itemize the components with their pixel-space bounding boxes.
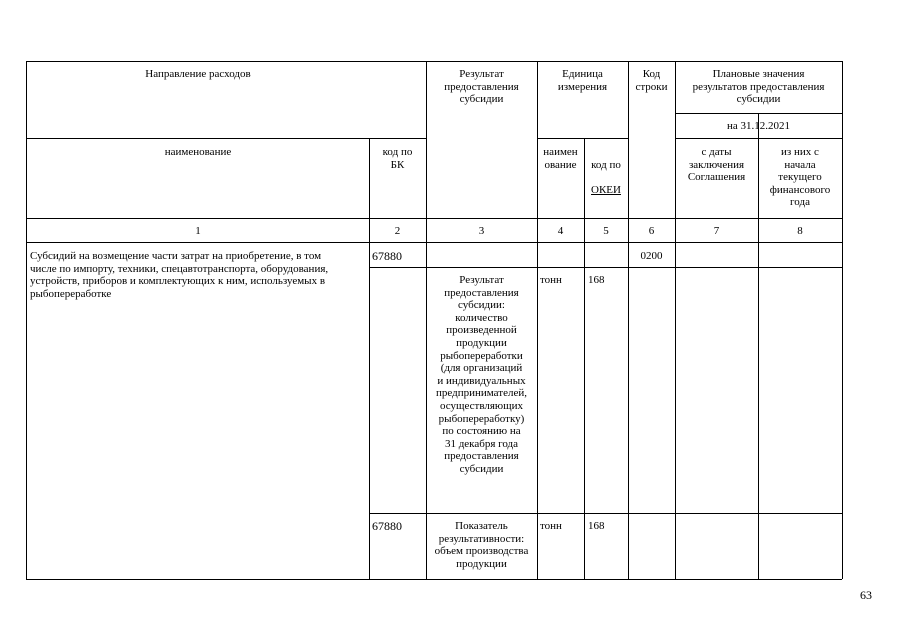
column-number-5: 5: [603, 225, 609, 237]
column-number-3: 3: [478, 225, 485, 237]
line-code-cell-1: 0200: [640, 250, 663, 262]
okei-cell-2: 168: [588, 520, 605, 532]
indicator-cell: Показатель результативности: объем производства продукции: [434, 520, 529, 570]
header-direction: Направление расходов: [145, 68, 251, 80]
bk-code-cell-1: 67880: [372, 249, 402, 263]
header-date: на 31.12.2021: [726, 120, 791, 132]
table-col-line-3: [537, 61, 538, 579]
table-col-line-5: [628, 61, 629, 579]
unit-cell-2: тонн: [540, 520, 562, 532]
header-unit-name: наимен ование: [543, 146, 578, 171]
header-okei-link[interactable]: ОКЕИ: [591, 183, 621, 196]
header-okei-prefix: код по: [591, 158, 621, 171]
subsidy-name-cell: Субсидий на возмещение части затрат на приобретение, в том числе по импорту, техники, спецавтотранспорта, оборудования, устройств, приборов и комплектующих к ним, используемых в рыбопереработке: [30, 250, 329, 300]
table-line-row1-a: [369, 267, 426, 268]
header-result: Результат предоставления субсидии: [444, 68, 519, 106]
table-col-line-6: [675, 61, 676, 579]
table-col-line-1: [369, 138, 370, 579]
header-bk-code: код по БК: [382, 146, 413, 171]
table-line-numbers-top: [26, 218, 842, 219]
table-line-subheader: [26, 138, 426, 139]
table-line-row1-b: [426, 267, 842, 268]
column-number-2: 2: [394, 225, 401, 237]
column-number-8: 8: [797, 225, 803, 237]
bk-code-cell-2: 67880: [372, 519, 402, 533]
table-border-top: [26, 61, 842, 62]
unit-cell-1: тонн: [540, 274, 562, 286]
header-line-code: Код строки: [635, 68, 668, 93]
header-okei: [584, 146, 628, 196]
table-line-row2: [369, 513, 842, 514]
header-name: наименование: [164, 146, 232, 158]
page-number: 63: [860, 588, 872, 602]
column-number-7: 7: [713, 225, 720, 237]
column-number-1: 1: [195, 225, 201, 237]
header-from-agreement: с даты заключения Соглашения: [687, 146, 746, 184]
column-number-6: 6: [648, 225, 655, 237]
table-col-line-4: [584, 138, 585, 579]
header-from-year: из них с начала текущего финансового года: [769, 146, 831, 209]
header-unit: Единица измерения: [557, 68, 608, 93]
table-border-right: [842, 61, 843, 579]
header-planned: Плановые значения результатов предоставления субсидии: [692, 68, 825, 106]
okei-cell-1: 168: [588, 274, 605, 286]
table-border-bottom: [26, 579, 842, 580]
table-border-left: [26, 61, 27, 579]
result-cell: Результат предоставления субсидии: количество произведенной продукции рыбопереработки (для организаций и индивидуальных предпринимателей, осуществляющих рыбопереработку) по состоянию на 31 декабря года предоставления субсидии: [436, 274, 527, 475]
table-line-numbers-bottom: [26, 242, 842, 243]
column-number-4: 4: [557, 225, 564, 237]
table-line-subheader-unit: [537, 138, 628, 139]
